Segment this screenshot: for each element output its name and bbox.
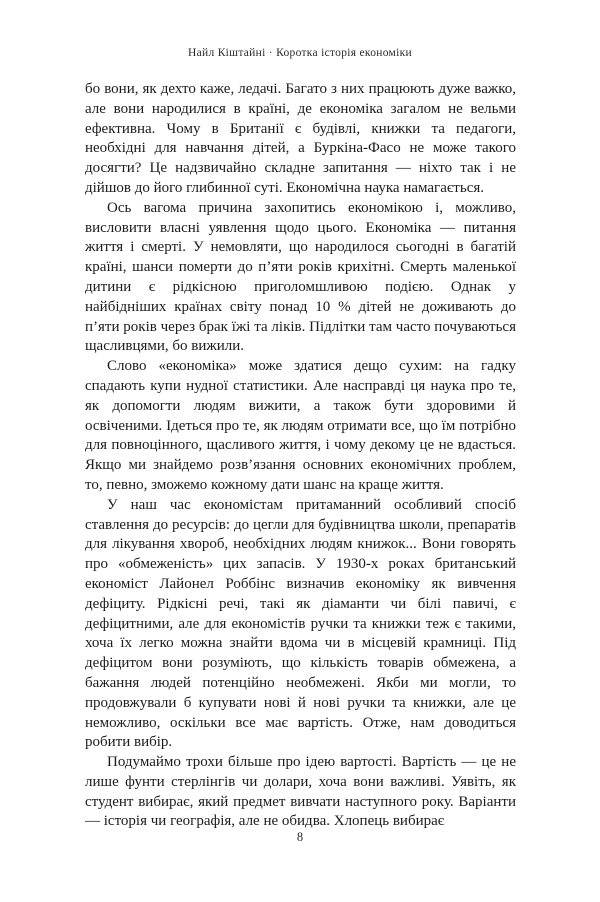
paragraph: Слово «економіка» може здатися дещо сухим: на гадку спадають купи нудної статистики. Але насправді ця наука про те, як допомогти людям вижити, а також бути здоровими й освіченими. Ідеться про те, як людям отримати все, що їм потрібно для повноцінного, щасливого життя, і чому декому це не вдасться. Якщо ми знайдемо розв’язання основних економічних проблем, то, певно, зможемо кожному дати шанс на краще життя.	[85, 358, 516, 493]
paragraph: Ось вагома причина захопитись економікою і, можливо, висловити власні уявлення щодо цього. Економіка — питання життя і смерті. У немовляти, що народилося сьогодні в багатій країні, шанси померти до п’яти років крихітні. Смерть маленької дитини є рідкісною приголомшливою подією. Однак у найбідніших країнах світу понад 10 % дітей не доживають до п’яти років через брак їжі та ліків. Підлітки там часто почуваються щасливцями, бо вижили.	[85, 199, 516, 355]
paragraph: Подумаймо трохи більше про ідею вартості. Вартість — це не лише фунти стерлінгів чи долари, хоча вони важливі. Уявіть, як студент вибирає, який предмет вивчати наступного року. Варіанти — історія чи географія, але не обидва. Хлопець вибирає	[85, 754, 516, 830]
paragraph: У наш час економістам притаманний особливий спосіб ставлення до ресурсів: до цегли для будівництва школи, препаратів для лікування хвороб, необхідних людям книжок... Вони говорять про «обмеженість» цих запасів. У 1930-х роках британський економіст Лайонел Роббінс визначив економіку як вивчення дефіциту. Рідкісні речі, такі як діаманти чи білі павичі, є дефіцитними, але для економістів ручки та книжки теж є такими, хоча їх легко можна знайти вдома чи в місцевій крамниці. Під дефіцитом вони розуміють, що кількість товарів обмежена, а бажання людей потенційно необмежені. Якби ми могли, то продовжували б купувати нові й нові ручки та книжки, але це неможливо, оскільки все має вартість. Отже, нам доводиться робити вибір.	[85, 496, 516, 751]
page-number: 8	[296, 830, 304, 844]
running-header: Найл Кіштайні · Коротка історія економіки	[188, 47, 412, 59]
text-block	[85, 80, 516, 832]
paragraph: бо вони, як дехто каже, ледачі. Багато з них працюють дуже важко, але вони народилися в країні, де економіка загалом не вельми ефективна. Чому в Британії є будівлі, книжки та педагоги, необхідні для навчання дітей, а Буркіна-Фасо не може такого досягти? Це надзвичайно складне запитання — ніхто так і не дійшов до його глибинної суті. Економічна наука намагається.	[85, 81, 516, 196]
